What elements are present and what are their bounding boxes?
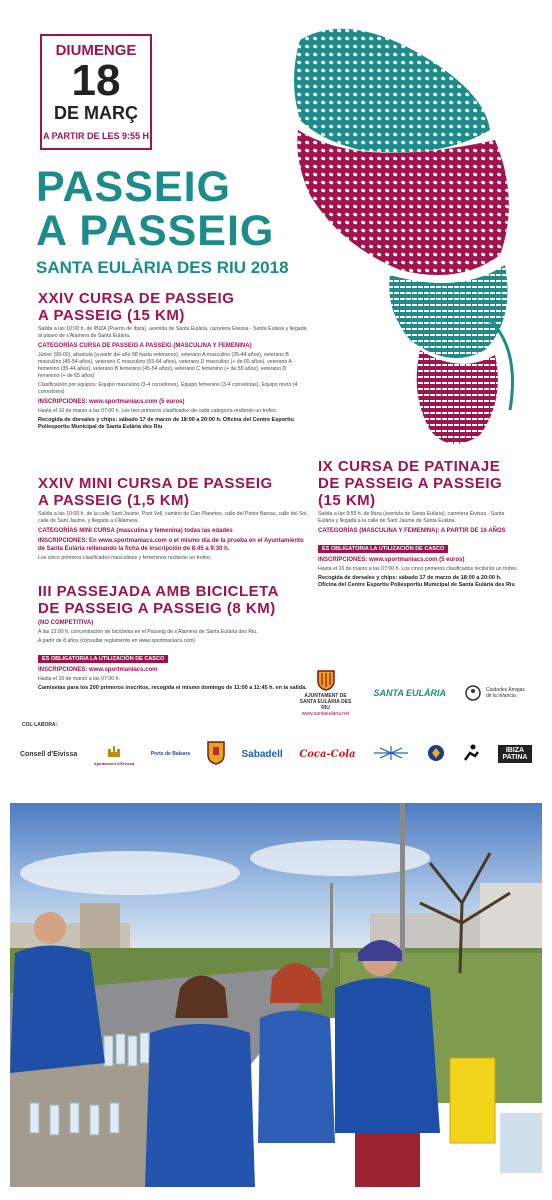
emblem-icon <box>427 743 445 763</box>
collaborators-label: COL·LABORA: <box>22 722 58 728</box>
sponsor-civil-protection <box>427 743 445 765</box>
sponsors-row <box>20 734 532 774</box>
race-3-helmet-band: ES OBLIGATORIA LA UTILIZACIÓN DE CASCO <box>38 655 168 663</box>
race-2-section <box>38 475 310 562</box>
race-1-registration: INSCRIPCIONES: www.sportmaniacs.com (5 euros) <box>38 399 185 405</box>
volunteers-scene-image <box>10 803 542 1187</box>
sponsor-runner-logo <box>461 744 481 764</box>
ajuntament-logo: AJUNTAMENT DE SANTA EULÀRIA DES RIU www.santaeularia.net <box>296 669 356 717</box>
sponsor-ajuntament-eivissa: Ajuntament d'Eivissa <box>94 743 134 766</box>
sponsor-crest <box>207 741 225 767</box>
race-1-categories-title: CATEGORÍAS CURSA DE PASSEIG A PASSEIG (MASCULINA Y FEMENINA) <box>38 343 252 349</box>
castle-icon <box>106 743 122 759</box>
race-4-registration: INSCRIPCIONES: www.sportmaniacs.com (5 euros) <box>318 557 465 563</box>
child-friendly-icon <box>464 684 482 702</box>
race-1-categories: Júnior (99-00), absoluta (a partir del año 98 hasta veteranos), veterano A masculino (35-44 años), veterano B masculino (45-54 años), veterano C masculino (55-64 años), veterano D masculino (+ de 65 años), veterano A femenino (35-44 años), veterano B femenino (45-54 años), veterano C femenino (+ de 55 años), veterano D femenino (+ de 65 años) <box>38 352 292 379</box>
race-3-registration-text: Hasta el 16 de marzo a las 07:00 h. <box>38 676 120 682</box>
shield-icon <box>207 741 225 765</box>
race-1-pickup: Recogida de dorsales y chips: sábado 17 de marzo de 18:00 a 20:00 h. Oficina del Centre Esportiu Poliesportiu Municipal de Santa Eulària des Riu <box>38 417 294 430</box>
sponsor-consell: Consell d'Eivissa <box>20 750 78 758</box>
race-2-registration: INSCRIPCIONES: En www.sportmaniacs.com o el mismo día de la prueba en el Ayuntamiento de Santa Eulària rellenando la ficha de inscripción de 8:45 a 9:30 h. <box>38 538 304 552</box>
date-box <box>40 34 152 150</box>
sponsor-ibiza-patina: IBIZA PATINA <box>498 745 532 763</box>
start-time: A PARTIR DE LES 9:55 H <box>42 131 150 141</box>
race-3-subtitle: (NO COMPETITIVA) <box>38 620 94 626</box>
race-2-categories-title: CATEGORÍAS MINI CURSA (masculina y femenina) todas las edades <box>38 528 233 534</box>
race-3-registration: INSCRIPCIONES: www.sportmaniacs.com <box>38 667 158 673</box>
race-2-note: Los cinco primeros clasificados masculinos y femeninos recibirán un trofeo. <box>38 555 212 561</box>
race-4-title-2: DE PASSEIG A PASSEIG <box>318 475 503 492</box>
race-2-title-2: A PASSEIG (1,5 KM) <box>38 492 190 509</box>
volunteers-photo <box>10 803 542 1187</box>
race-3-title-2: DE PASSEIG A PASSEIG (8 KM) <box>38 600 276 617</box>
title-line-2: A PASSEIG <box>36 207 275 255</box>
race-3-shirts: Camisetas para los 200 primeros inscritos, recogida el mismo domingo de 11:00 a 11:45 h. en la salida. <box>38 685 307 691</box>
race-1-title-1: XXIV CURSA DE PASSEIG <box>38 290 235 307</box>
race-4-categories-title: CATEGORÍAS (MASCULINA Y FEMENINA): A PARTIR DE 16 AÑOS <box>318 528 506 534</box>
race-4-title-1: IX CURSA DE PATINAJE <box>318 458 501 475</box>
coat-of-arms-icon <box>316 669 336 691</box>
race-4-title-3: (15 KM) <box>318 492 376 509</box>
race-3-age: A partir de 8 años (consultar reglamento en www.sportmaniacs.com) <box>38 638 196 644</box>
month: DE MARÇ <box>54 103 138 123</box>
race-4-section <box>318 458 518 589</box>
sponsor-sabadell: Sabadell <box>241 748 283 760</box>
day-name: DIUMENGE <box>55 42 137 59</box>
poster-title <box>36 165 274 253</box>
title-line-1: PASSEIG <box>36 163 231 211</box>
race-2-title-1: XXIV MINI CURSA DE PASSEIG <box>38 475 273 492</box>
shoe-sole-illustration <box>280 20 550 460</box>
ciudades-amigas-logo: Ciudades Amigas de la Infancia <box>464 684 530 702</box>
sponsor-ports-balears: Ports de Balears <box>150 751 191 757</box>
race-3-intro: A las 12:00 h. concentración de bicicletas en el Passeig de s'Alamera de Santa Eulària des Riu. <box>38 629 258 635</box>
race-4-registration-text: Hasta el 16 de marzo a las 07:00 h. Los cinco primeros clasificados recibirán un trofeo. <box>318 566 518 572</box>
race-1-section <box>38 290 308 431</box>
race-1-title-2: A PASSEIG (15 KM) <box>38 307 185 324</box>
santa-eularia-logo: SANTA EULÀRIA <box>373 688 446 698</box>
day-number: 18 <box>71 56 121 105</box>
race-4-pickup: Recogida de dorsales y chips: sábado 17 de marzo de 18:00 a 20:00 h. Oficina del Centre Esportiu Poliesportiu Municipal de Santa Eulària des Riu <box>318 575 515 588</box>
star-burst-icon <box>372 745 410 761</box>
poster-subtitle: SANTA EULÀRIA DES RIU 2018 <box>36 258 289 277</box>
race-4-helmet-band: ES OBLIGATORIA LA UTILIZACIÓN DE CASCO <box>318 545 448 553</box>
organizer-logos <box>20 668 530 718</box>
sponsor-coca-cola: Coca-Cola <box>299 748 356 760</box>
race-1-intro: Salida a las 10:00 h. de IBIZA (Puerto de Ibiza), avenida de Santa Eulària, carretera Eivissa - Santa Eulària y llegada al paseo de s'Alamera de Santa Eulària. <box>38 326 307 339</box>
race-2-intro: Salida a las 10:00 h. de la calle Sant Jaume, Pont Vell, camino de Can Planetes, calle del Pintor Barrau, calle del Sol, calle de Sant Jaume, y llegada a s'Alamera. <box>38 511 308 524</box>
race-3-title-1: III PASSEJADA AMB BICICLETA <box>38 583 280 600</box>
runner-icon <box>461 744 481 762</box>
race-1-registration-text: Hasta el 16 de marzo a las 07:00 h. Los tres primeros clasificados de cada categoría recibirán un trofeo. <box>38 408 278 414</box>
sponsor-star-logo <box>372 745 410 763</box>
race-1-teams: Clasificación por equipos: Equipo masculino (3-4 corredores), Equipo femenino (3-4 corredoras), Equipo mixto (4 corredores) <box>38 382 298 395</box>
race-4-intro: Salida a las 9:55 h. de Ibiza (avenida de Santa Eulària), carretera Eivissa - Santa Eulària y llegada a la calle de Sant Jaume de Santa Eulària. <box>318 511 505 524</box>
